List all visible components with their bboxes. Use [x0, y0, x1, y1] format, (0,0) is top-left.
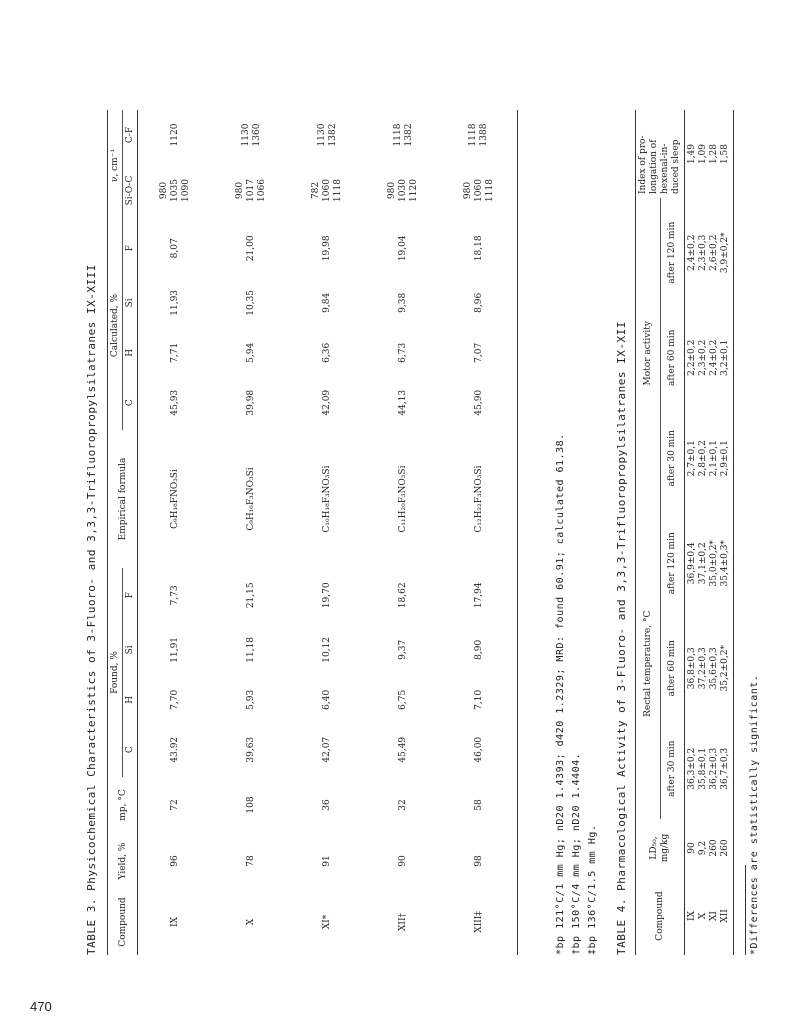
t4-header-m60: after 60 min	[667, 329, 678, 386]
t3-cell-cSi: 10,35	[246, 289, 256, 316]
t3-header-found-h: H	[125, 695, 135, 704]
table4	[635, 110, 734, 955]
t3-cell-fH: 7,70	[170, 689, 181, 710]
t4-header-m30: after 30 min	[667, 430, 678, 487]
t3-cell-cF: 19,04	[398, 235, 408, 262]
t3-cell-cC: 44,13	[398, 389, 408, 416]
t4-cell-r60: 36,8±0,3 37,2±0,3 35,6±0,3 35,2±0,2*	[687, 645, 730, 692]
t4-cell-r120: 36,9±0,4 37,1±0,2 35,0±0,2* 35,4±0,3*	[687, 540, 730, 587]
t3-header-formula: Empirical formula	[117, 457, 128, 541]
t3-row	[214, 110, 290, 955]
t3-cell-yield: 90	[398, 855, 408, 867]
t4-cell-r30: 36,3±0,2 35,8±0,1 36,2±0,3 36,7±0,3	[687, 747, 730, 790]
t3-cell-fF: 7,73	[170, 585, 181, 606]
t3-cell-fH: 6,75	[398, 689, 408, 710]
t3-cell-cf: 1118 1388	[468, 123, 490, 147]
t3-header-calc-h: H	[125, 348, 135, 357]
t3-cell-fC: 39,63	[246, 736, 256, 763]
t3-cell-fF: 17,94	[473, 582, 484, 609]
t3-header-found: Found, %	[108, 568, 123, 777]
t3-cell-cf: 1130 1360	[240, 123, 262, 147]
t3-cell-sioc: 980 1017 1066	[235, 179, 267, 202]
t3-cell-cC: 39,98	[246, 389, 256, 416]
t3-header-nu: ν, cm⁻¹	[108, 110, 123, 221]
t3-header-found-c: C	[125, 746, 135, 754]
t3-cell-cH: 5,94	[246, 342, 256, 363]
t3-cell-cF: 19,98	[322, 235, 332, 262]
t3-row	[138, 110, 214, 955]
t4-data-row	[685, 110, 734, 955]
t3-cell-fC: 46,00	[473, 736, 484, 763]
t3-header-mp: mp, °C	[117, 789, 128, 821]
t3-cell-cSi: 8,96	[473, 292, 484, 313]
t4-header-rectal: Rectal temperature, °C	[636, 509, 661, 819]
t3-cell-fC: 43.92	[170, 736, 181, 763]
rotated-page-content	[85, 95, 775, 955]
t4-header-ld50: LD₅₀, mg/kg	[649, 833, 670, 863]
t3-cell-fC: 42,07	[322, 736, 332, 763]
t3-header-calc-si: Si	[125, 298, 135, 308]
t3-cell-cF: 21,00	[246, 235, 256, 262]
t4-header-m120: after 120 min	[667, 221, 678, 284]
t4-footnote: *Differences are statistically significant.	[749, 674, 760, 955]
t4-cell-compounds: IX X XI XII	[687, 909, 730, 923]
t4-cell-m120: 2,4±0,2 2,3±0,3 2,6±0,2 3,9±0,2*	[687, 232, 730, 274]
t3-header-yield: Yield, %	[117, 842, 128, 880]
t4-header-r60: after 60 min	[667, 640, 678, 697]
t3-cell-compound: XIII‡	[473, 911, 484, 933]
t3-cell-compound: IX	[170, 917, 181, 927]
t3-cell-formula: C₉H₁₈FNO₃Si	[170, 469, 181, 529]
t3-cell-fSi: 8,90	[473, 639, 484, 660]
t3-cell-sioc: 980 1060 1118	[462, 179, 495, 202]
t4-cell-m60: 2,2±0,2 2,3±0,2 2,4±0,2 3,2±0,1	[687, 339, 730, 376]
t3-cell-fH: 5,93	[246, 689, 256, 710]
t4-header-compound: Compound	[655, 891, 665, 941]
t3-cell-cSi: 9,84	[322, 292, 332, 313]
t3-cell-cf: 1120	[170, 123, 181, 147]
t4-cell-ld50: 90 9,2 260 260	[687, 839, 730, 857]
t3-cell-yield: 98	[473, 855, 484, 867]
t3-cell-fF: 21,15	[246, 582, 256, 609]
t4-header-r120: after 120 min	[667, 532, 678, 595]
t3-cell-cSi: 11,93	[170, 289, 181, 316]
table3	[107, 110, 518, 955]
t3-cell-cH: 6,36	[322, 342, 332, 363]
t3-header-si-o-c: Si-O-C	[125, 175, 135, 206]
t3-cell-mp: 58	[473, 799, 484, 811]
t3-cell-cF: 8,07	[170, 238, 181, 259]
t3-header-compound: Compound	[117, 897, 128, 947]
t3-cell-mp: 36	[322, 799, 332, 811]
t4-header-r30: after 30 min	[667, 740, 678, 797]
t3-cell-yield: 91	[322, 855, 332, 867]
t4-header-index: Index of pro- longation of hexenal-in- duced sleep	[638, 135, 681, 194]
t3-header-calculated: Calculated, %	[108, 221, 123, 430]
table4-caption: TABLE 4. Pharmacological Activity of 3-Fluoro- and 3,3,3-Trifluoropropylsilatranes IX-XII	[615, 321, 628, 955]
t3-cell-cf: 1118 1382	[392, 123, 414, 147]
t3-footnote-2: †bp 150°C/4 mm Hg; nD20 1.4404.	[571, 752, 582, 955]
t3-cell-yield: 96	[170, 855, 181, 867]
t3-cell-cF: 18,18	[473, 235, 484, 262]
t3-cell-cC: 42,09	[322, 389, 332, 416]
t3-footnote-3: ‡bp 136°C/1.5 mm Hg.	[587, 824, 598, 955]
t3-cell-formula: C₁₂H₂₂F₃NO₃Si	[473, 465, 484, 533]
footnote-divider	[745, 865, 746, 955]
page-number: 470	[30, 999, 52, 1014]
t3-cell-fSi: 11,18	[246, 636, 256, 663]
t3-header-calc-c: C	[125, 399, 135, 407]
t3-header-c-f: C-F	[125, 126, 135, 144]
t3-cell-fSi: 9,37	[398, 639, 408, 660]
t3-cell-fH: 6,40	[322, 689, 332, 710]
t3-cell-fC: 45,49	[398, 736, 408, 763]
t3-cell-fF: 19,70	[322, 582, 332, 609]
t4-cell-m30: 2,7±0,1 2,8±0,2 2,1±0,1 2,9±0,1	[687, 440, 730, 477]
t3-row	[442, 110, 518, 955]
t3-cell-compound: XII†	[398, 912, 408, 932]
t3-cell-fSi: 11,91	[170, 636, 181, 663]
t3-cell-cC: 45,90	[473, 389, 484, 416]
t3-header-calc-f: F	[125, 245, 135, 252]
t3-cell-cSi: 9,38	[398, 292, 408, 313]
t3-cell-compound: XI*	[322, 914, 332, 930]
table3-caption: TABLE 3. Physicochemical Characteristics of 3-Fluoro- and 3,3,3-Trifluoropropylsilatranes IX-XIII	[85, 264, 98, 955]
t3-cell-sioc: 782 1060 1118	[311, 179, 343, 202]
t3-cell-cH: 7,71	[170, 342, 181, 363]
t3-row	[290, 110, 366, 955]
t3-footnote-1: *bp 121°C/1 mm Hg; nD20 1.4393; d420 1.2329; MRD: found 60.91; calculated 61.38.	[555, 433, 566, 955]
t3-cell-sioc: 980 1035 1090	[159, 179, 192, 202]
t3-cell-formula: C₉H₁₆F₃NO₃Si	[246, 467, 256, 531]
t3-cell-formula: C₁₁H₂₀F₃NO₃Si	[398, 465, 408, 533]
t3-cell-mp: 32	[398, 799, 408, 811]
t3-cell-compound: X	[246, 918, 256, 926]
t3-header-found-si: Si	[125, 645, 135, 655]
t4-cell-index: 1,49 1,09 1,28 1,58	[687, 143, 730, 165]
t3-cell-mp: 108	[246, 796, 256, 814]
t3-cell-cC: 45,93	[170, 389, 181, 416]
t3-cell-cH: 7,07	[473, 342, 484, 363]
t3-cell-fH: 7,10	[473, 689, 484, 710]
t3-cell-fSi: 10,12	[322, 636, 332, 663]
t4-header-motor: Motor activity	[636, 198, 661, 509]
t3-cell-yield: 78	[246, 855, 256, 867]
t3-cell-fF: 18,62	[398, 582, 408, 609]
t3-cell-sioc: 980 1030 1120	[387, 179, 419, 202]
t3-cell-formula: C₁₀H₁₈F₃NO₃Si	[322, 465, 332, 533]
t3-cell-mp: 72	[170, 799, 181, 811]
t3-row	[366, 110, 442, 955]
t3-cell-cH: 6,73	[398, 342, 408, 363]
t3-header-found-f: F	[125, 592, 135, 599]
t3-cell-cf: 1130 1382	[316, 123, 338, 147]
